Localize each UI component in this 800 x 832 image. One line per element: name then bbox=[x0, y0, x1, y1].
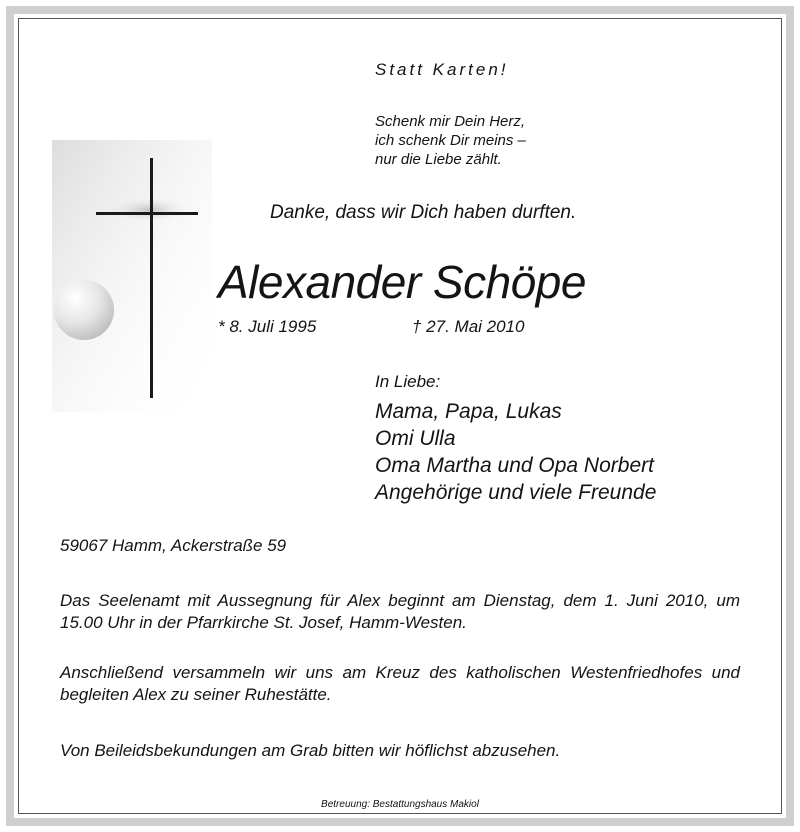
love-label: In Liebe: bbox=[375, 372, 441, 391]
mourners-list bbox=[375, 398, 656, 506]
cross-glow bbox=[101, 196, 197, 224]
burial-paragraph: Anschließend versammeln wir uns am Kreuz des katholischen Westenfriedhofes und begleiten Alex zu seiner Ruhestätte. bbox=[60, 663, 740, 704]
notice-heading: Statt Karten! bbox=[375, 60, 509, 79]
cross-artwork bbox=[52, 140, 212, 412]
deceased-name: Alexander Schöpe bbox=[218, 256, 586, 308]
mourner-line: Oma Martha und Opa Norbert bbox=[375, 454, 654, 477]
service-paragraph: Das Seelenamt mit Aussegnung für Alex beginnt am Dienstag, dem 1. Juni 2010, um 15.00 Uhr in der Pfarrkirche St. Josef, Hamm-Westen. bbox=[60, 591, 740, 632]
condolence-paragraph: Von Beileidsbekundungen am Grab bitten wir höflichst abzusehen. bbox=[60, 741, 561, 760]
mourner-line: Omi Ulla bbox=[375, 427, 456, 450]
verse bbox=[375, 112, 526, 169]
sphere-icon bbox=[54, 280, 114, 340]
footer-credit: Betreuung: Bestattungshaus Makiol bbox=[321, 799, 479, 810]
mourner-line: Mama, Papa, Lukas bbox=[375, 400, 562, 423]
address: 59067 Hamm, Ackerstraße 59 bbox=[60, 536, 287, 555]
birth-date: * 8. Juli 1995 bbox=[218, 317, 317, 336]
background-haze bbox=[52, 140, 212, 412]
verse-line: Schenk mir Dein Herz, bbox=[375, 113, 526, 130]
thanks-line: Danke, dass wir Dich haben durften. bbox=[270, 202, 577, 223]
mourner-line: Angehörige und viele Freunde bbox=[375, 481, 657, 504]
verse-line: ich schenk Dir meins – bbox=[375, 132, 526, 149]
verse-line: nur die Liebe zählt. bbox=[375, 151, 502, 168]
death-date: † 27. Mai 2010 bbox=[412, 317, 525, 336]
